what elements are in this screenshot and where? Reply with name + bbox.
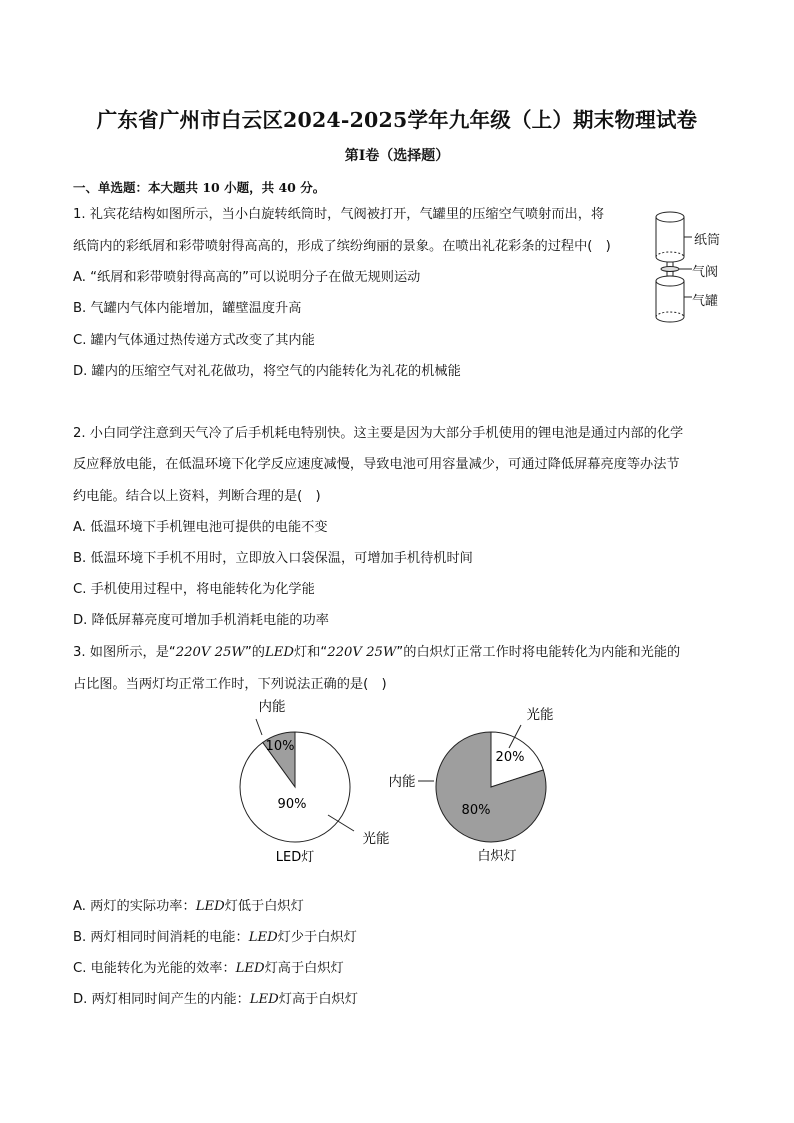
led-label-light: 光能 bbox=[362, 831, 390, 847]
paper-subtitle: 第Ⅰ卷（选择题） bbox=[344, 148, 450, 164]
q2-option-c: C. 手机使用过程中，将电能转化为化学能 bbox=[73, 582, 315, 597]
q2-option-b: B. 低温环境下手机不用时，立即放入口袋保温，可增加手机待机时间 bbox=[73, 551, 473, 566]
q3-text-mid: ”的 bbox=[244, 645, 265, 660]
pie-led-slice-1 bbox=[240, 732, 350, 842]
label-tank: 气罐 bbox=[692, 294, 719, 309]
inc-title: 白炽灯 bbox=[477, 849, 517, 864]
q3-option-a bbox=[73, 898, 304, 916]
q3-option-c-prefix: C. 电能转化为光能的效率： bbox=[73, 961, 236, 976]
q3-option-c-led: LED bbox=[235, 961, 265, 976]
inc-label-heat: 内能 bbox=[388, 774, 416, 790]
q1-stem-line-2: 纸筒内的彩纸屑和彩带喷射得高高的，形成了缤纷绚丽的景象。在喷出礼花彩条的过程中( ) bbox=[73, 239, 611, 254]
q3-option-c-suffix: 灯高于白炽灯 bbox=[264, 961, 344, 976]
q3-option-b-led: LED bbox=[248, 930, 278, 945]
q3-option-b bbox=[73, 929, 357, 947]
inc-value-light: 20% bbox=[495, 750, 525, 765]
q3-option-d-suffix: 灯高于白炽灯 bbox=[278, 992, 358, 1007]
q3-option-a-suffix: 灯低于白炽灯 bbox=[224, 899, 304, 914]
q2-stem-line-2: 反应释放电能，在低温环境下化学反应速度减慢，导致电池可用容量减少，可通过降低屏幕亮度等办法节 bbox=[73, 457, 680, 472]
q1-stem-line-1: 1. 礼宾花结构如图所示，当小白旋转纸筒时，气阀被打开，气罐里的压缩空气喷射而出，将 bbox=[73, 207, 605, 222]
page-title: 广东省广州市白云区2024-2025学年九年级（上）期末物理试卷 bbox=[96, 108, 698, 132]
q3-option-d bbox=[73, 991, 358, 1009]
q3-option-d-prefix: D. 两灯相同时间产生的内能： bbox=[73, 992, 250, 1007]
q3-stem-line-2: 占比图。当两灯均正常工作时，下列说法正确的是( ) bbox=[73, 677, 387, 692]
led-label-heat: 内能 bbox=[258, 699, 286, 715]
q3-option-d-led: LED bbox=[249, 992, 279, 1007]
led-value-heat: 10% bbox=[265, 739, 295, 754]
q3-stem-line-1 bbox=[73, 644, 680, 662]
pie-led bbox=[240, 732, 350, 842]
q1-option-d: D. 罐内的压缩空气对礼花做功，将空气的内能转化为礼花的机械能 bbox=[73, 364, 461, 379]
q2-option-d: D. 降低屏幕亮度可增加手机消耗电能的功率 bbox=[73, 613, 329, 628]
q3-spec-2: 220V 25W bbox=[327, 645, 397, 660]
label-valve: 气阀 bbox=[692, 265, 719, 280]
q3-option-a-led: LED bbox=[195, 899, 225, 914]
q3-text-suffix: ”的白炽灯正常工作时将电能转化为内能和光能的 bbox=[396, 645, 681, 660]
q3-option-b-suffix: 灯少于白炽灯 bbox=[277, 930, 357, 945]
led-title: LED灯 bbox=[275, 850, 315, 865]
q3-led-term: LED bbox=[265, 645, 294, 660]
q3-spec-1: 220V 25W bbox=[175, 645, 245, 660]
label-tube: 纸筒 bbox=[694, 233, 721, 248]
q1-option-b: B. 气罐内气体内能增加，罐壁温度升高 bbox=[73, 301, 302, 316]
q2-option-a: A. 低温环境下手机锂电池可提供的电能不变 bbox=[73, 520, 328, 535]
q3-text-prefix: 3. 如图所示，是“ bbox=[73, 645, 176, 660]
pie-incandescent bbox=[436, 732, 546, 842]
q2-stem-line-3: 约电能。结合以上资料，判断合理的是( ) bbox=[73, 489, 321, 504]
section-heading: 一、单选题：本大题共 10 小题，共 40 分。 bbox=[73, 180, 326, 195]
q3-option-b-prefix: B. 两灯相同时间消耗的电能： bbox=[73, 930, 249, 945]
inc-value-heat: 80% bbox=[461, 803, 491, 818]
led-value-light: 90% bbox=[277, 797, 307, 812]
inc-label-light: 光能 bbox=[526, 707, 554, 723]
leader-led-heat bbox=[256, 719, 262, 735]
q3-text-mid2: 灯和“ bbox=[293, 645, 328, 660]
q2-stem-line-1: 2. 小白同学注意到天气冷了后手机耗电特别快。这主要是因为大部分手机使用的锂电池是通过内部的化学 bbox=[73, 426, 684, 441]
q1-option-a: A. “纸屑和彩带喷射得高高的”可以说明分子在做无规则运动 bbox=[73, 270, 421, 285]
q3-option-c bbox=[73, 960, 344, 978]
q1-option-c: C. 罐内气体通过热传递方式改变了其内能 bbox=[73, 333, 315, 348]
q3-option-a-prefix: A. 两灯的实际功率： bbox=[73, 899, 196, 914]
q3-pie-figure bbox=[220, 695, 570, 870]
